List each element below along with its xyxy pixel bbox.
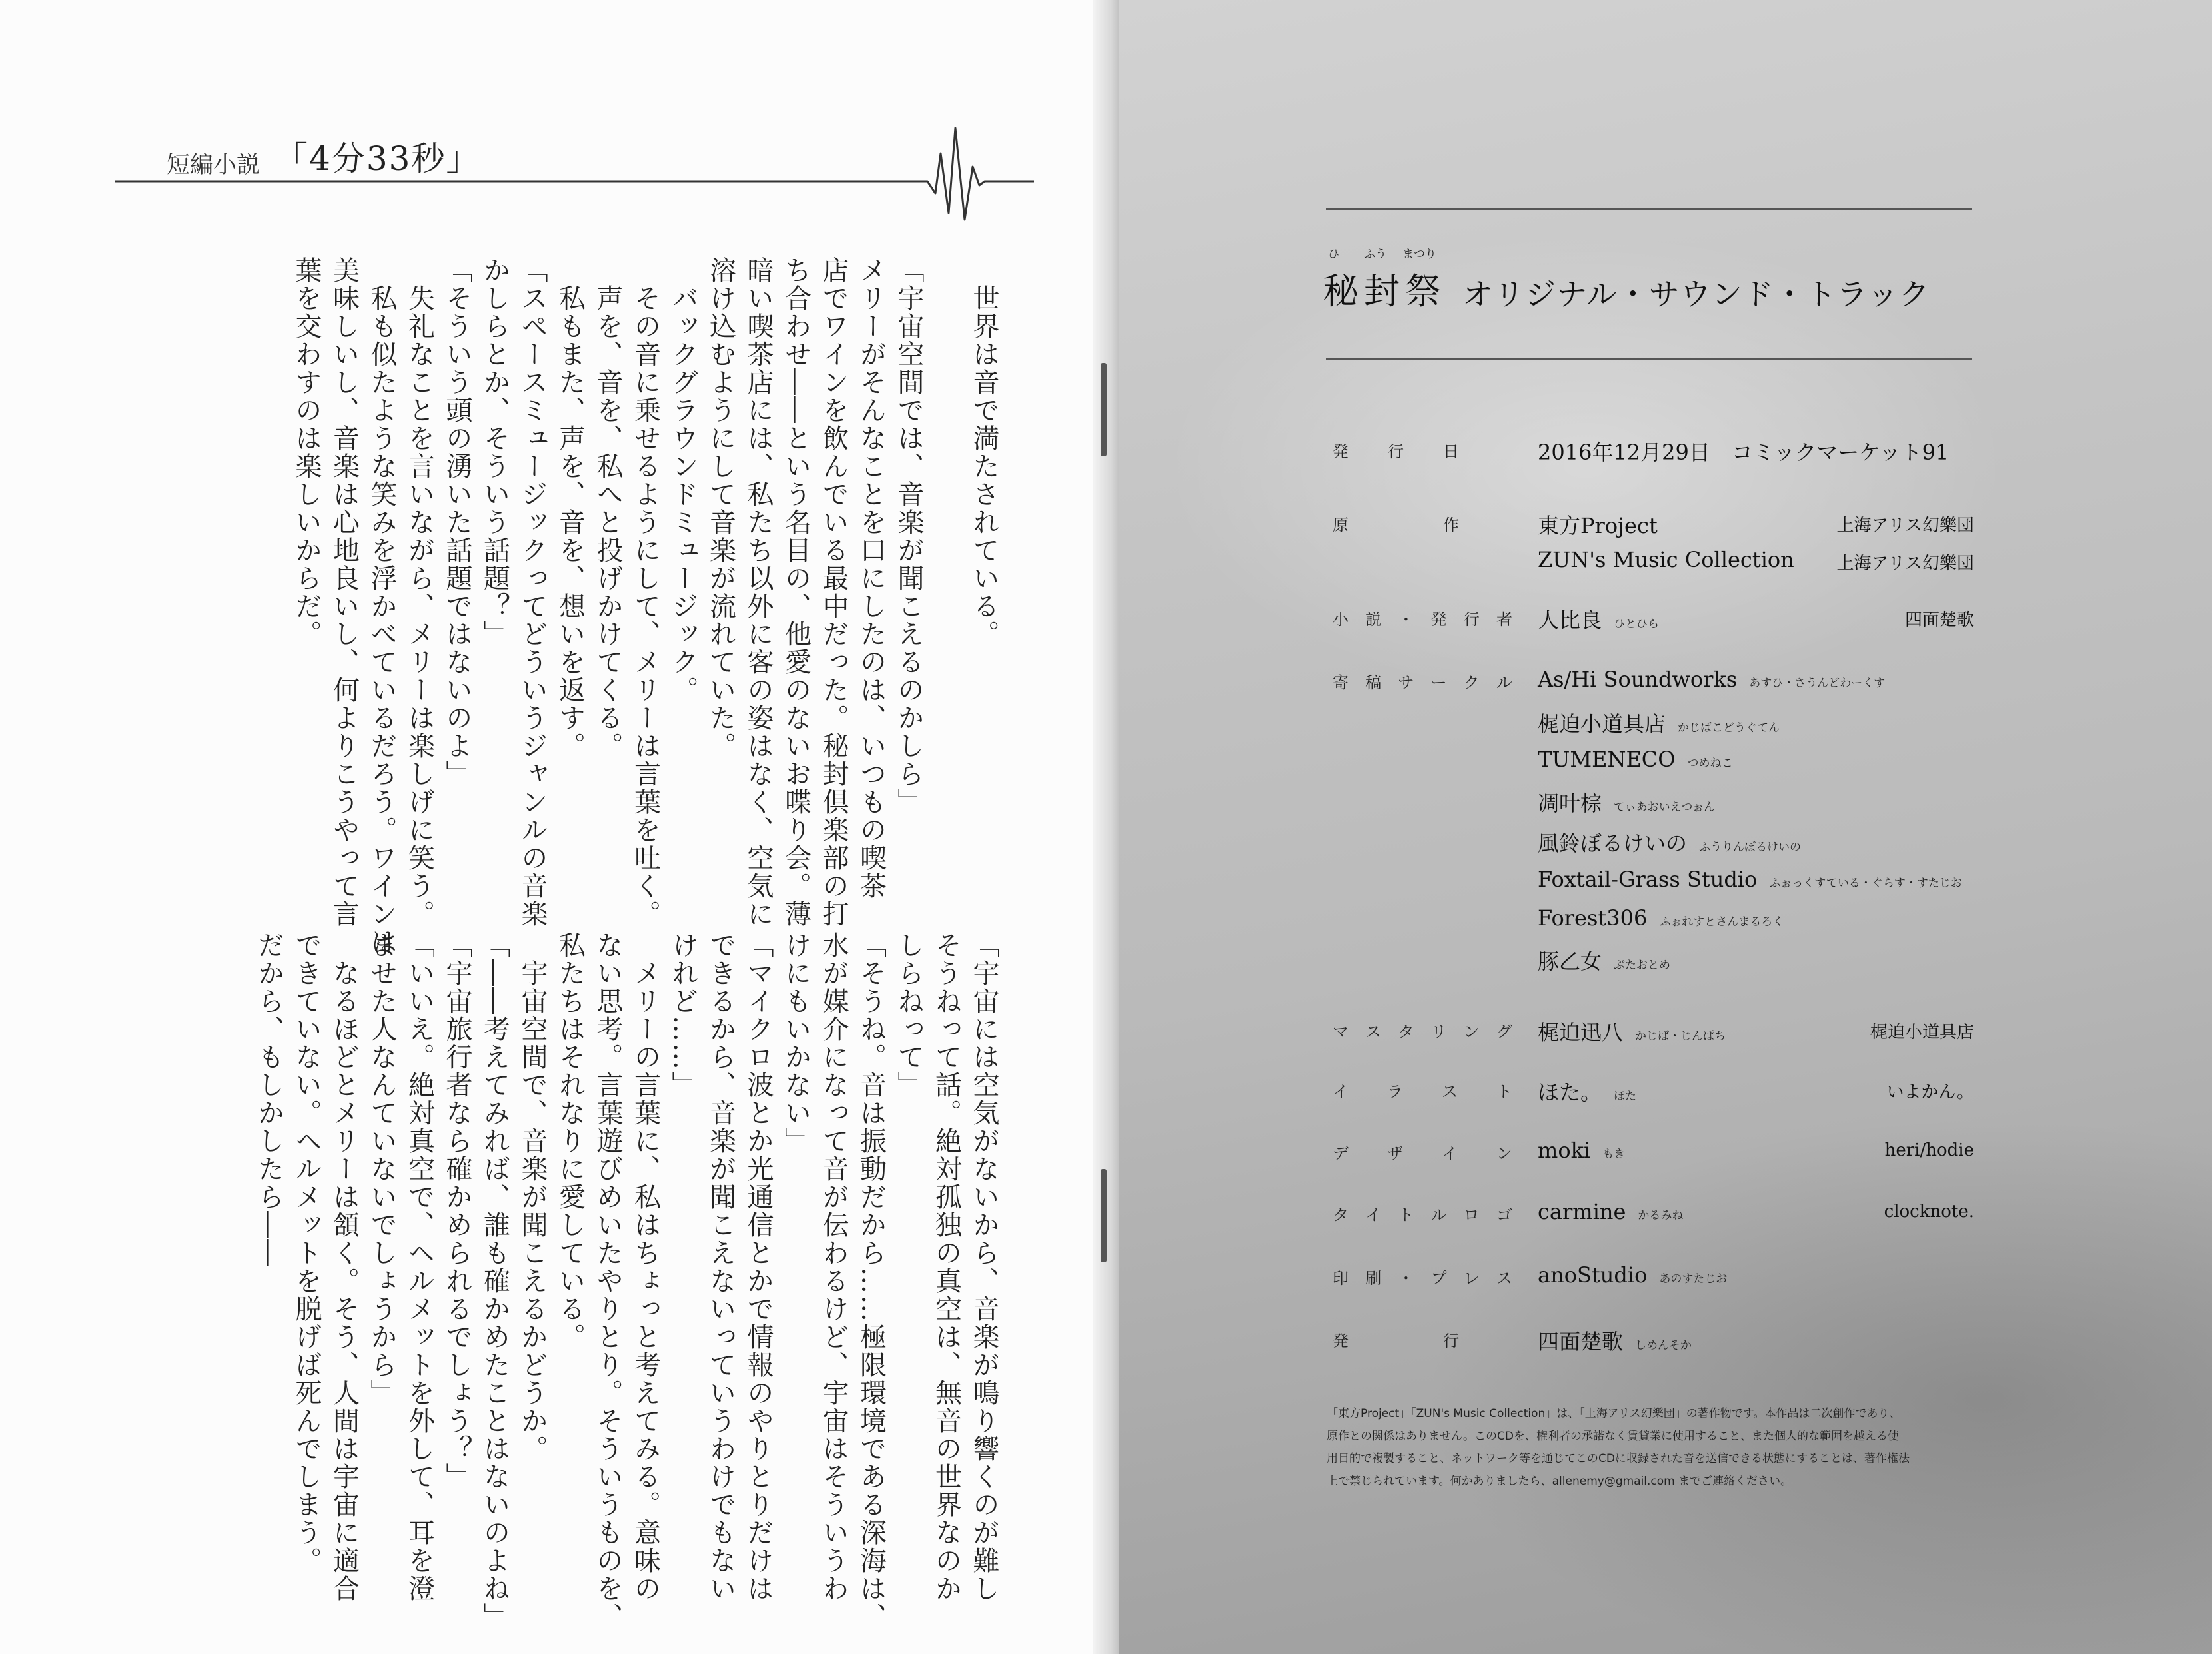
novel-column: 美味しいし、音楽は心地良いし、何よりこうやって言 xyxy=(328,256,360,928)
novel-text xyxy=(120,256,1046,1635)
novel-column: 「宇宙空間では、音楽が聞こえるのかしら」 xyxy=(893,256,924,816)
credit-label-char: ク xyxy=(1463,673,1480,692)
credit-name xyxy=(1538,1076,1636,1106)
credit-label-char: ト xyxy=(1398,1206,1414,1224)
novel-column: 私も似たような笑みを浮かべているだろう。ワインは xyxy=(366,284,397,956)
credit-label-char: ゴ xyxy=(1496,1206,1512,1224)
credit-name xyxy=(1538,436,1949,466)
title-ruby: ふう xyxy=(1364,248,1386,261)
copyright-note xyxy=(1327,1402,1966,1493)
credit-label xyxy=(1333,1078,1512,1102)
novel-column: できるから、音楽が聞こえないっていうわけでもない xyxy=(705,931,736,1603)
staple xyxy=(1101,1169,1107,1262)
credit-name xyxy=(1538,547,1794,572)
title-rule-top xyxy=(1326,208,1972,210)
credit-name-text: As/Hi Soundworks xyxy=(1538,667,1738,692)
credit-label-char: ル xyxy=(1430,1206,1447,1224)
credit-label-char: ル xyxy=(1496,673,1512,692)
credit-name-text: moki xyxy=(1538,1138,1591,1163)
credit-label-char: 稿 xyxy=(1365,673,1382,692)
credit-label-char: イ xyxy=(1333,1082,1349,1101)
credit-label xyxy=(1333,1202,1512,1225)
credit-label xyxy=(1333,669,1512,693)
credit-reading: ふうりんぼるけいの xyxy=(1699,841,1802,854)
credit-label-char: マ xyxy=(1333,1023,1349,1041)
credit-label-char: デ xyxy=(1333,1144,1349,1163)
credit-label-char: 行 xyxy=(1443,1332,1459,1350)
credit-affiliation: 梶迫小道具店 xyxy=(1870,1023,1974,1042)
novel-column: 世界は音で満たされている。 xyxy=(969,284,999,648)
novel-column: 「いいえ。絶対真空で、ヘルメットを外して、耳を澄 xyxy=(404,931,435,1603)
credit-label xyxy=(1333,438,1459,462)
credit-label-char: 発 xyxy=(1430,610,1447,629)
novel-column: 声を、音を、私へと投げかけてくる。 xyxy=(592,284,623,760)
title-ruby: ひ xyxy=(1328,248,1339,261)
novel-column: 私もまた、声を、音を、想いを返す。 xyxy=(554,284,586,760)
novel-column: 暗い喫茶店には、私たち以外に客の姿はなく、空気に xyxy=(743,256,774,928)
credit-label-char: 寄 xyxy=(1333,673,1349,692)
credit-label-char: 発 xyxy=(1333,1332,1349,1350)
credit-label-char: 作 xyxy=(1443,516,1459,534)
credit-label-char: 行 xyxy=(1463,610,1480,629)
credit-label xyxy=(1333,1328,1459,1351)
credit-label-char: ト xyxy=(1496,1082,1512,1101)
credit-label-char: グ xyxy=(1496,1023,1512,1041)
credit-label xyxy=(1333,512,1459,535)
credit-name-text: Foxtail-Grass Studio xyxy=(1538,867,1758,892)
credit-name-text: 2016年12月29日 コミックマーケット91 xyxy=(1538,440,1949,465)
credit-name xyxy=(1538,747,1733,772)
credit-label-char: サ xyxy=(1398,673,1414,692)
credit-name xyxy=(1538,1138,1625,1163)
header-text xyxy=(167,127,480,180)
credit-label-char: ラ xyxy=(1387,1082,1403,1101)
credit-affiliation: 上海アリス幻樂団 xyxy=(1836,516,1974,536)
credit-reading: もき xyxy=(1602,1148,1626,1161)
title-rule-bottom xyxy=(1326,358,1972,360)
credit-label-char: ・ xyxy=(1398,610,1414,629)
credit-name-text: ほた。 xyxy=(1538,1080,1602,1105)
album-title-main xyxy=(1323,248,1446,314)
credit-name xyxy=(1538,827,1801,857)
novel-column: 葉を交わすのは楽しいからだ。 xyxy=(291,256,322,648)
note-line: 原作との関係はありません。このCDを、権利者の承諾なく賃貸業に使用すること、また個人的な範囲を越える使 xyxy=(1327,1430,1899,1443)
credit-label-char: 者 xyxy=(1496,610,1512,629)
credit-label xyxy=(1333,606,1512,629)
album-title xyxy=(1323,248,1930,314)
credit-reading: ふぉれすとさんまるろく xyxy=(1659,915,1784,929)
credit-label-char: 発 xyxy=(1333,442,1349,461)
credit-affiliation: 上海アリス幻樂団 xyxy=(1836,554,1974,574)
title-ruby: まつり xyxy=(1402,248,1436,261)
novel-column: 「そういう頭の湧いた話題ではないのよ」 xyxy=(442,256,472,788)
staple xyxy=(1101,363,1107,456)
credit-name xyxy=(1538,945,1670,975)
novel-column: だから、もしかしたら―― xyxy=(253,931,284,1267)
credit-reading: あすひ・さうんどわーくす xyxy=(1749,677,1886,690)
credit-name xyxy=(1538,787,1715,817)
credit-name xyxy=(1538,905,1784,931)
novel-column: 「スペースミュージックってどういうジャンルの音楽 xyxy=(517,256,548,928)
novel-column: しらねって」 xyxy=(893,931,924,1099)
novel-column: 「そうね。音は振動だから……極限環境である深海は、 xyxy=(855,931,887,1631)
credit-label-char: ス xyxy=(1365,1023,1382,1041)
credit-reading: つめねこ xyxy=(1687,757,1733,770)
credit-label-char: ス xyxy=(1442,1082,1458,1101)
credit-label-char: タ xyxy=(1333,1206,1349,1224)
credit-label-char: ザ xyxy=(1387,1144,1403,1163)
novel-column: けれど……」 xyxy=(668,931,698,1099)
credit-label xyxy=(1333,1019,1512,1042)
credit-label-char: ロ xyxy=(1463,1206,1480,1224)
credit-name-text: carmine xyxy=(1538,1199,1626,1224)
credit-label-char: イ xyxy=(1442,1144,1458,1163)
credit-name-text: 豚乙女 xyxy=(1538,949,1602,974)
note-line: 「東方Project」「ZUN's Music Collection」は、「上海アリス幻樂団」の著作物です。本作品は二次創作であり、 xyxy=(1327,1407,1901,1420)
novel-column: バックグラウンドミュージック。 xyxy=(668,284,698,704)
novel-column: 「――考えてみれば、誰も確かめたことはないのよね」 xyxy=(479,931,510,1631)
novel-column: ない思考。言葉遊びめいたやりとり。そういうものを、 xyxy=(592,931,623,1631)
title-kanji: 秘封祭 xyxy=(1323,270,1446,312)
credit-name xyxy=(1538,604,1659,634)
credit-label-char: 説 xyxy=(1365,610,1382,629)
credit-label-char: イ xyxy=(1365,1206,1382,1224)
credit-reading: かじば・じんぱち xyxy=(1635,1030,1726,1043)
novel-column: かしらとか、そういう話題？」 xyxy=(479,256,510,648)
album-subtitle: オリジナル・サウンド・トラック xyxy=(1462,276,1930,312)
story-title: 「4分33秒」 xyxy=(275,139,481,178)
novel-column: 宇宙空間で、音楽が聞こえるかどうか。 xyxy=(517,959,548,1463)
credit-affiliation: いよかん。 xyxy=(1886,1082,1974,1102)
credit-reading: てぃあおいえつぉん xyxy=(1614,801,1716,814)
novel-column: なるほどとメリーは頷く。そう、人間は宇宙に適合 xyxy=(328,959,360,1603)
credit-label xyxy=(1333,1265,1512,1288)
credit-name xyxy=(1538,1262,1727,1288)
credit-label-char: ン xyxy=(1463,1023,1480,1041)
novel-column: 私たちはそれなりに愛している。 xyxy=(554,931,586,1351)
credit-reading: ひとひら xyxy=(1614,618,1660,631)
credit-name-text: 凋叶棕 xyxy=(1538,791,1602,816)
novel-column: けにもいかない」 xyxy=(780,931,812,1155)
credit-name xyxy=(1538,707,1780,738)
novel-column: できていない。ヘルメットを脱げば死んでしまう。 xyxy=(291,931,322,1575)
credit-name xyxy=(1538,1016,1726,1046)
credit-label-char: 日 xyxy=(1443,442,1459,461)
credit-reading: かるみね xyxy=(1638,1209,1684,1222)
credit-reading: しめんそか xyxy=(1635,1339,1692,1352)
credit-name-text: ZUN's Music Collection xyxy=(1538,547,1794,572)
novel-column: 溶け込むようにして音楽が流れていた。 xyxy=(705,256,736,760)
novel-column: 「宇宙には空気がないから、音楽が鳴り響くのが難し xyxy=(969,931,999,1603)
credit-label-char: ス xyxy=(1496,1269,1512,1288)
credit-reading: ぶたおとめ xyxy=(1614,959,1671,972)
novel-column: その音に乗せるようにして、メリーは言葉を吐く。 xyxy=(630,284,661,928)
credit-reading: かじばこどうぐてん xyxy=(1678,721,1780,735)
credit-name-text: TUMENECO xyxy=(1538,747,1676,772)
credit-label-char: 刷 xyxy=(1365,1269,1382,1288)
novel-column: ませた人なんていないでしょうから」 xyxy=(366,931,397,1407)
novel-column: 「宇宙旅行者なら確かめられるでしょう？」 xyxy=(442,931,472,1491)
credit-label-char: レ xyxy=(1463,1269,1480,1288)
credit-label-char: ・ xyxy=(1398,1269,1414,1288)
credit-reading: ほた xyxy=(1614,1090,1637,1103)
credit-label xyxy=(1333,1140,1512,1164)
credit-affiliation: clocknote. xyxy=(1884,1202,1974,1222)
note-line: 上で禁じられています。何かありましたら、allenemy@gmail.com までご連絡ください。 xyxy=(1327,1475,1792,1488)
credit-label-char: 原 xyxy=(1333,516,1349,534)
credit-label-char: ー xyxy=(1430,673,1447,692)
credit-name xyxy=(1538,1325,1692,1356)
credit-name-text: 梶迫迅八 xyxy=(1538,1020,1624,1045)
credit-label-char: 印 xyxy=(1333,1269,1349,1288)
story-header xyxy=(115,127,1034,233)
novel-column: メリーの言葉に、私はちょっと考えてみる。意味の xyxy=(630,959,661,1603)
right-page xyxy=(1119,0,2212,1654)
credit-reading: あのすたじお xyxy=(1659,1272,1728,1286)
credit-label-char: タ xyxy=(1398,1023,1414,1041)
credit-label-char: 小 xyxy=(1333,610,1349,629)
credit-name xyxy=(1538,1199,1683,1224)
novel-column: そうねって話。絶対孤独の真空は、無音の世界なのか xyxy=(931,931,962,1603)
credit-reading: ふぉっくすている・ぐらす・すたじお xyxy=(1769,877,1962,890)
credit-affiliation: heri/hodie xyxy=(1884,1140,1974,1160)
credit-name-text: 梶迫小道具店 xyxy=(1538,711,1666,737)
novel-column: ち合わせ――という名目の、他愛のないお喋り会。薄 xyxy=(780,256,812,928)
novel-column: 「マイクロ波とか光通信とかで情報のやりとりだけは xyxy=(743,931,774,1603)
story-category: 短編小説 xyxy=(167,152,261,179)
credit-name-text: 人比良 xyxy=(1538,608,1602,633)
novel-column: 失礼なことを言いながら、メリーは楽しげに笑う。 xyxy=(404,284,435,928)
credit-name xyxy=(1538,867,1962,892)
credit-name-text: 四面楚歌 xyxy=(1538,1329,1624,1354)
credit-label-char: ン xyxy=(1496,1144,1512,1163)
credit-name-text: 風鈴ぼるけいの xyxy=(1538,831,1688,856)
credit-label-char: 行 xyxy=(1388,442,1404,461)
note-line: 用目的で複製すること、ネットワーク等を通じてこのCDに収録された音を送信できる状態にすることは、著作権法 xyxy=(1327,1452,1910,1465)
credit-name xyxy=(1538,667,1885,692)
credit-name-text: Forest306 xyxy=(1538,905,1648,931)
credit-name-text: 東方Project xyxy=(1538,513,1658,538)
credit-label-char: プ xyxy=(1430,1269,1447,1288)
credit-label-char: リ xyxy=(1430,1023,1447,1041)
novel-column: 水が媒介になって音が伝わるけど、宇宙はそういうわ xyxy=(818,931,849,1603)
novel-column: 店でワインを飲んでいる最中だった。秘封倶楽部の打 xyxy=(818,256,849,928)
credit-affiliation: 四面楚歌 xyxy=(1904,610,1974,630)
credit-name-text: anoStudio xyxy=(1538,1262,1648,1288)
novel-column: メリーがそんなことを口にしたのは、いつもの喫茶 xyxy=(855,256,887,900)
credit-name xyxy=(1538,509,1658,540)
